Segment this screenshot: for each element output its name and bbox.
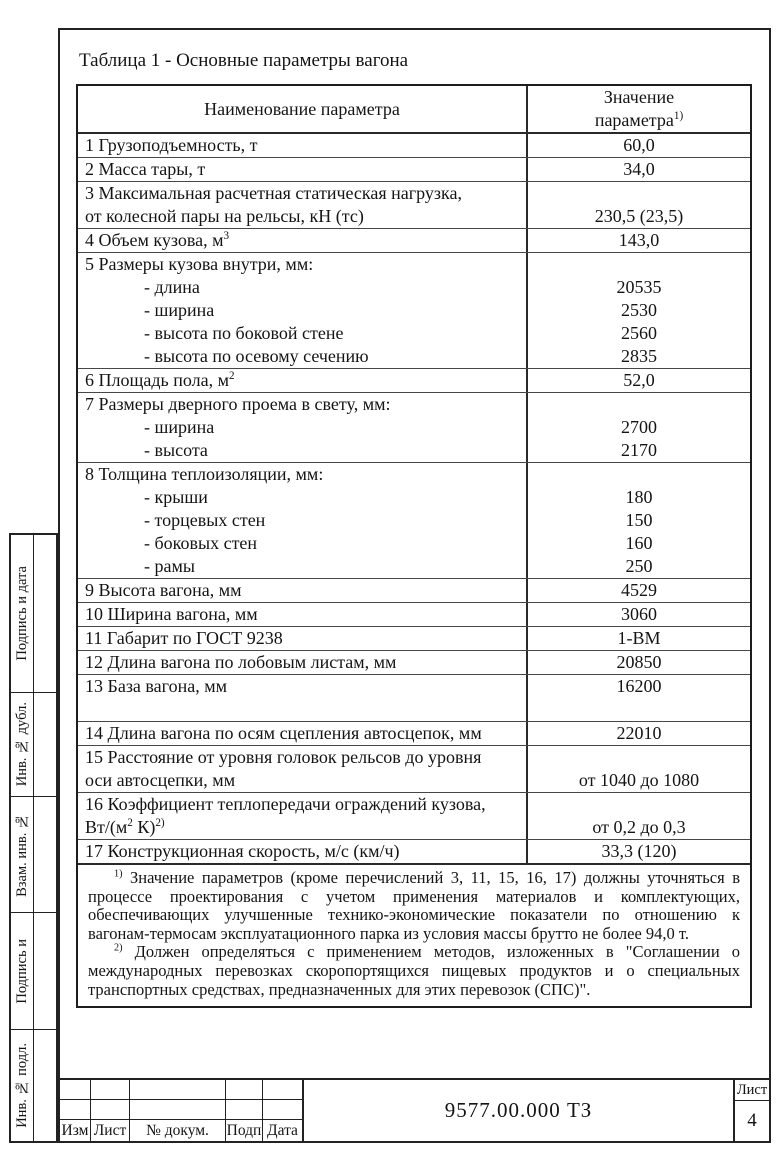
param-name-line xyxy=(78,182,526,205)
sheet-box xyxy=(733,1080,769,1141)
table-row xyxy=(78,721,750,745)
param-name-text: 1 Грузоподъемность, т xyxy=(85,135,258,155)
param-name-cell xyxy=(78,627,528,650)
table-row xyxy=(78,839,750,863)
param-name-line xyxy=(78,603,526,626)
empty-cell xyxy=(91,1080,129,1100)
empty-cell xyxy=(60,1100,90,1120)
param-value-cell xyxy=(528,229,750,252)
header-name-cell xyxy=(78,86,528,132)
param-name-text: 15 Расстояние от уровня головок рельсов до уровня xyxy=(85,747,482,767)
param-value-cell xyxy=(528,253,750,368)
param-name-cell xyxy=(78,603,528,626)
table-row xyxy=(78,745,750,792)
stamp-label-text: Подпись и дата xyxy=(13,566,30,661)
param-name-text: - высота по осевому сечению xyxy=(144,346,369,366)
header-value-text: параметра xyxy=(594,110,674,130)
param-name-text: 10 Ширина вагона, мм xyxy=(85,604,258,624)
stamp-empty-field xyxy=(34,535,56,692)
param-value: 1-ВМ xyxy=(617,628,661,648)
stamp-cell-inv-podl xyxy=(11,1030,56,1141)
table-row xyxy=(78,674,750,721)
stamp-empty-field xyxy=(34,1030,56,1141)
param-value: 2700 xyxy=(621,417,657,437)
stamp-empty-field xyxy=(34,913,56,1029)
header-value-line1: Значение xyxy=(603,87,675,107)
param-name-line xyxy=(78,769,526,792)
param-name-text: 4 Объем кузова, м xyxy=(85,230,224,250)
stamp-label-text: Взам. инв. № xyxy=(13,812,30,897)
footnote-1-text: Значение параметров (кроме перечислений 3, 11, 15, 16, 17) должны уточняться в процессе проектирования с учетом применения материалов и комплектующих, обеспечивающих улучшенные технико-экономические показатели по отношению к вагонам-термосам эксплуатационного парка из условия массы брутто не более 94,0 т. xyxy=(88,868,740,943)
param-value: 3060 xyxy=(621,604,657,624)
table-row xyxy=(78,602,750,626)
col-list-label: Лист xyxy=(93,1121,127,1139)
param-value: 33,3 (120) xyxy=(601,841,677,861)
param-name-line xyxy=(78,555,526,578)
param-value-cell xyxy=(528,840,750,863)
title-block-revision-grid xyxy=(60,1080,304,1141)
param-name-text: Вт/(м xyxy=(85,817,128,837)
param-value: 22010 xyxy=(616,723,662,743)
param-name-cell xyxy=(78,793,528,839)
stamp-label xyxy=(11,913,34,1029)
param-name-cell xyxy=(78,158,528,181)
param-name-cell xyxy=(78,369,528,392)
param-name-text: - длина xyxy=(144,277,200,297)
param-name-line xyxy=(78,486,526,509)
col-data-label: Дата xyxy=(267,1121,298,1139)
empty-cell xyxy=(91,1100,129,1120)
col-izm-label: Изм xyxy=(61,1121,89,1139)
table-row xyxy=(78,578,750,602)
param-value: 160 xyxy=(625,533,653,553)
param-name-line xyxy=(78,158,526,181)
table-row xyxy=(78,650,750,674)
col-podp-label: Подп xyxy=(226,1121,262,1139)
param-value-cell xyxy=(528,158,750,181)
param-name-text: 6 Площадь пола, м xyxy=(85,370,229,390)
param-value-cell xyxy=(528,746,750,792)
param-name-line xyxy=(78,369,526,392)
empty-cell xyxy=(263,1100,302,1120)
table-caption: Таблица 1 - Основные параметры вагона xyxy=(79,50,409,71)
param-name-line xyxy=(78,698,526,721)
param-name-text: К) xyxy=(132,817,156,837)
param-name-text: - ширина xyxy=(144,417,215,437)
param-name-line xyxy=(78,393,526,416)
stamp-label xyxy=(11,693,34,796)
param-value xyxy=(528,182,750,205)
parameters-table xyxy=(76,84,752,1008)
param-value-cell xyxy=(528,603,750,626)
table-row xyxy=(78,626,750,650)
empty-cell xyxy=(226,1080,262,1100)
stamp-label xyxy=(11,535,34,692)
param-value xyxy=(528,463,750,486)
param-name-line xyxy=(78,722,526,745)
param-name-text: 9 Высота вагона, мм xyxy=(85,580,242,600)
param-value-cell xyxy=(528,651,750,674)
param-value: 180 xyxy=(625,487,653,507)
param-name-line xyxy=(78,439,526,462)
footnote-1-marker: 1) xyxy=(114,868,123,880)
param-value: 2170 xyxy=(621,440,657,460)
param-name-text: 8 Толщина теплоизоляции, мм: xyxy=(85,464,324,484)
param-name-text: 3 Максимальная расчетная статическая нагрузка, xyxy=(85,183,463,203)
empty-cell xyxy=(263,1080,302,1100)
param-name-line xyxy=(78,299,526,322)
param-value: 52,0 xyxy=(623,370,655,390)
param-value: от 1040 до 1080 xyxy=(578,770,700,790)
param-name-text: - ширина xyxy=(144,300,215,320)
footnotes-block xyxy=(78,863,750,1006)
param-value-cell xyxy=(528,675,750,721)
param-name-line xyxy=(78,509,526,532)
param-name-line xyxy=(78,229,526,252)
empty-cell xyxy=(60,1080,90,1100)
param-name-cell xyxy=(78,651,528,674)
empty-cell xyxy=(130,1100,225,1120)
stamp-cell-inv-dubl xyxy=(11,693,56,797)
param-name-cell xyxy=(78,134,528,157)
col-list xyxy=(91,1080,130,1141)
stamp-empty-field xyxy=(34,693,56,796)
param-name-line xyxy=(78,134,526,157)
param-name-text: 2 Масса тары, т xyxy=(85,159,206,179)
param-value xyxy=(528,793,750,816)
param-value-cell xyxy=(528,722,750,745)
param-name-cell xyxy=(78,182,528,228)
col-dokum-label: № докум. xyxy=(146,1121,209,1139)
param-name-text: 13 База вагона, мм xyxy=(85,676,228,696)
param-name-text: 2 xyxy=(127,817,133,829)
param-name-text: 5 Размеры кузова внутри, мм: xyxy=(85,254,314,274)
param-value: 20850 xyxy=(616,652,662,672)
param-value: 143,0 xyxy=(618,230,660,250)
empty-cell xyxy=(130,1080,225,1100)
param-value-cell xyxy=(528,463,750,578)
param-name-line xyxy=(78,840,526,863)
param-name-text: - высота xyxy=(144,440,208,460)
param-name-line xyxy=(78,651,526,674)
param-value: 4529 xyxy=(621,580,657,600)
param-name-cell xyxy=(78,746,528,792)
param-value: 150 xyxy=(625,510,653,530)
stamp-cell-podpis xyxy=(11,913,56,1030)
stamp-label xyxy=(11,1030,34,1141)
param-value xyxy=(528,393,750,416)
param-name-line xyxy=(78,276,526,299)
param-value xyxy=(528,698,750,721)
param-name-line xyxy=(78,416,526,439)
stamp-label-text: Инв. № подл. xyxy=(13,1043,30,1128)
col-izm xyxy=(60,1080,91,1141)
param-value: 230,5 (23,5) xyxy=(594,206,684,226)
param-name-text: - рамы xyxy=(144,556,195,576)
footnote-2-marker: 2) xyxy=(114,942,123,954)
stamp-cell-podpis-i-data xyxy=(11,535,56,693)
param-name-text: 7 Размеры дверного проема в свету, мм: xyxy=(85,394,391,414)
param-name-text: 17 Конструкционная скорость, м/с (км/ч) xyxy=(85,841,400,861)
param-name-text: 2 xyxy=(228,370,235,382)
param-name-text: - боковых стен xyxy=(144,533,258,553)
param-value: 2560 xyxy=(621,323,657,343)
header-value-cell xyxy=(528,86,750,132)
param-value-cell xyxy=(528,369,750,392)
param-name-line xyxy=(78,793,526,816)
param-name-text: оси автосцепки, мм xyxy=(85,770,236,790)
footnote-2 xyxy=(88,943,740,999)
param-name-line xyxy=(78,675,526,698)
param-name-line xyxy=(78,627,526,650)
footnote-1 xyxy=(88,869,740,943)
table-header-row xyxy=(78,86,750,134)
param-value: 16200 xyxy=(616,676,662,696)
param-value: 60,0 xyxy=(623,135,655,155)
param-name-line xyxy=(78,816,526,839)
col-podp xyxy=(226,1080,263,1141)
param-value: 250 xyxy=(625,556,653,576)
table-row xyxy=(78,181,750,228)
sheet-number: 4 xyxy=(747,1110,757,1131)
param-name-line xyxy=(78,746,526,769)
param-name-cell xyxy=(78,463,528,578)
stamp-empty-field xyxy=(34,797,56,912)
param-value-cell xyxy=(528,134,750,157)
table-row xyxy=(78,157,750,181)
param-name-line xyxy=(78,345,526,368)
table-row xyxy=(78,228,750,252)
table-row xyxy=(78,392,750,462)
footnote-2-text: Должен определяться с применением методов, изложенных в "Соглашении о международных перевозках скоропортящихся пищевых продуктов и о специальных транспортных средствах, предназначенных для этих перевозок (СПС)". xyxy=(88,942,740,999)
title-block xyxy=(58,1078,771,1143)
param-name-cell xyxy=(78,229,528,252)
param-name-cell xyxy=(78,393,528,462)
param-name-text: 3 xyxy=(223,230,230,242)
sheet-label: Лист xyxy=(735,1080,769,1101)
param-name-text: 14 Длина вагона по осям сцепления автосцепок, мм xyxy=(85,723,482,743)
header-footnote-marker: 1) xyxy=(673,110,684,122)
table-row xyxy=(78,462,750,578)
table-row xyxy=(78,252,750,368)
header-value-line2 xyxy=(528,109,750,132)
param-value xyxy=(528,253,750,276)
param-name-line xyxy=(78,322,526,345)
header-name-label: Наименование параметра xyxy=(204,98,400,119)
param-name-text: 16 Коэффициент теплопередачи ограждений кузова, xyxy=(85,794,486,814)
table-row xyxy=(78,134,750,157)
param-value: 2835 xyxy=(621,346,657,366)
stamp-label-text: Инв. № дубл. xyxy=(13,702,30,787)
param-name-text: 2) xyxy=(155,817,165,829)
left-stamp-column xyxy=(9,533,58,1143)
param-value-cell xyxy=(528,793,750,839)
stamp-label xyxy=(11,797,34,912)
param-name-cell xyxy=(78,722,528,745)
param-value: 34,0 xyxy=(623,159,655,179)
param-name-text: - торцевых стен xyxy=(144,510,266,530)
param-name-line xyxy=(78,532,526,555)
param-name-cell xyxy=(78,840,528,863)
param-name-text: 12 Длина вагона по лобовым листам, мм xyxy=(85,652,397,672)
param-table-body xyxy=(78,134,750,863)
param-name-text: от колесной пары на рельсы, кН (тс) xyxy=(85,206,364,226)
param-name-text: - высота по боковой стене xyxy=(144,323,344,343)
empty-cell xyxy=(226,1100,262,1120)
param-name-text: 11 Габарит по ГОСТ 9238 xyxy=(85,628,283,648)
stamp-cell-vzam-inv xyxy=(11,797,56,913)
col-dokum xyxy=(130,1080,226,1141)
param-name-line xyxy=(78,253,526,276)
param-value: от 0,2 до 0,3 xyxy=(592,817,686,837)
table-row xyxy=(78,792,750,839)
param-value: 20535 xyxy=(616,277,662,297)
param-value-cell xyxy=(528,627,750,650)
param-name-line xyxy=(78,205,526,228)
param-value-cell xyxy=(528,182,750,228)
param-name-line xyxy=(78,463,526,486)
document-number: 9577.00.000 ТЗ xyxy=(444,1098,593,1122)
param-name-cell xyxy=(78,579,528,602)
stamp-label-text: Подпись и xyxy=(13,938,30,1004)
param-name-cell xyxy=(78,253,528,368)
col-data xyxy=(263,1080,302,1141)
table-row xyxy=(78,368,750,392)
param-value-cell xyxy=(528,393,750,462)
param-name-text: - крыши xyxy=(144,487,208,507)
param-value xyxy=(528,746,750,769)
param-name-cell xyxy=(78,675,528,721)
param-value-cell xyxy=(528,579,750,602)
param-value: 2530 xyxy=(621,300,657,320)
param-name-line xyxy=(78,579,526,602)
